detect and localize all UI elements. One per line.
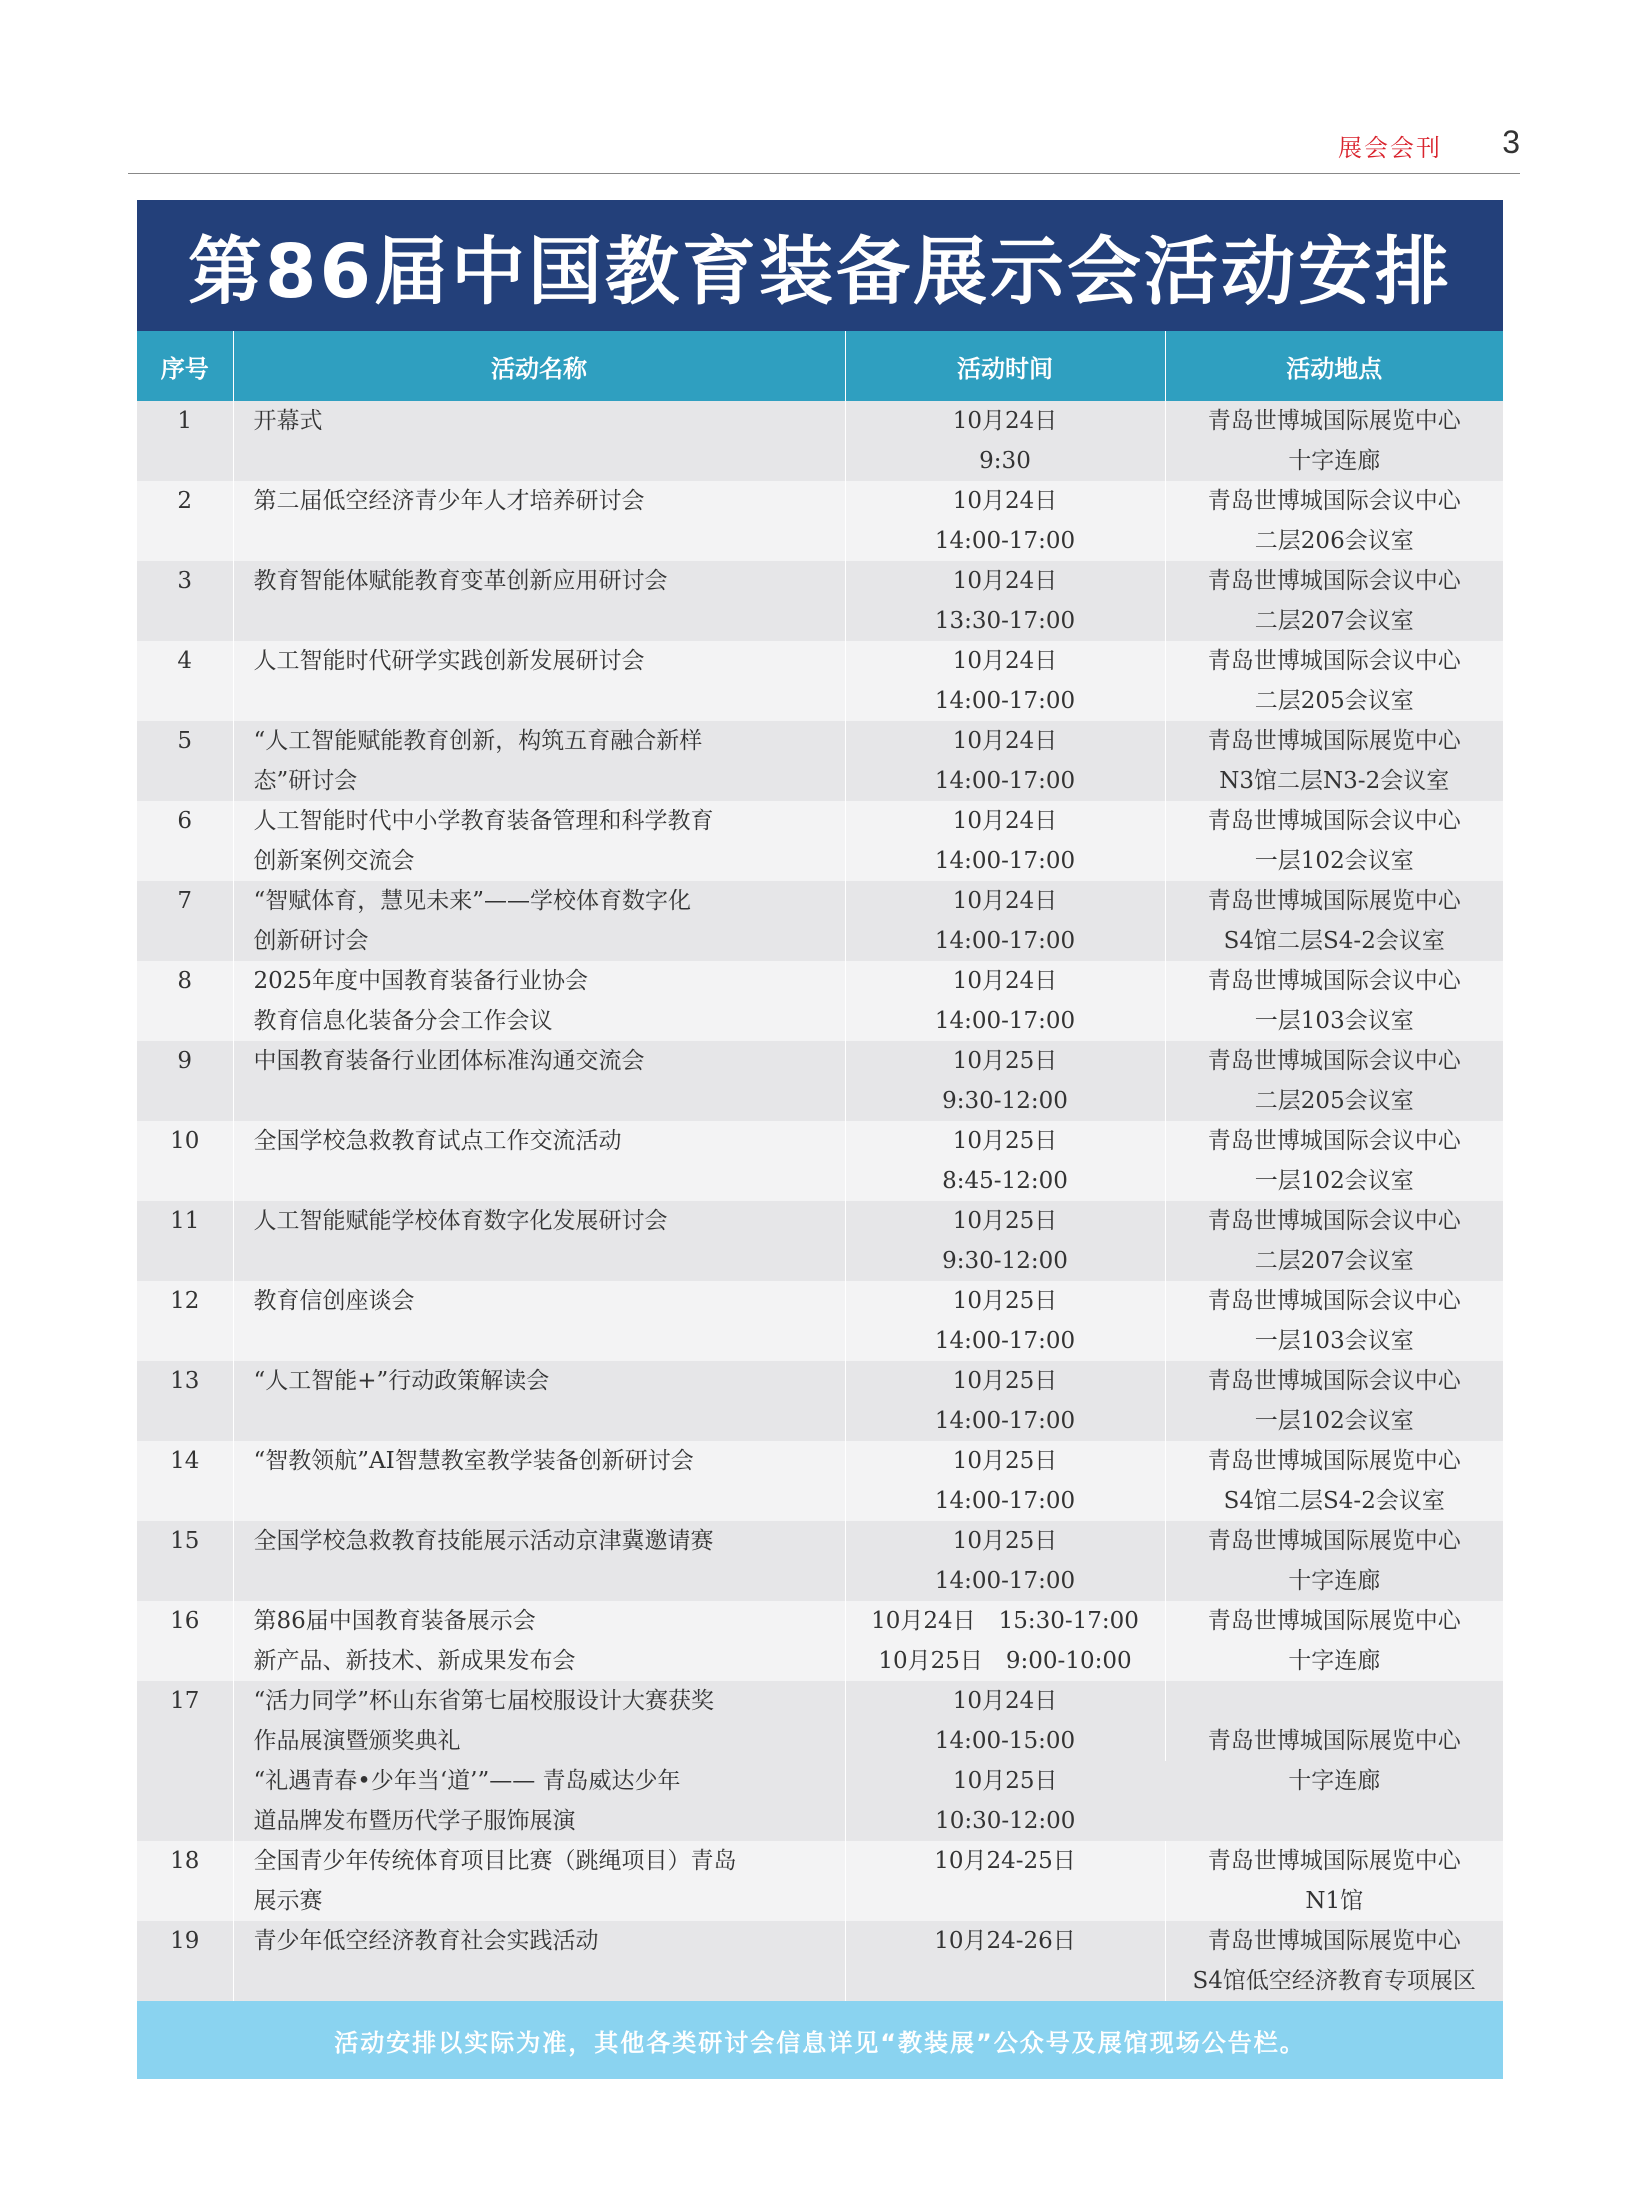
activity-location-line: 二层206会议室 <box>1254 528 1414 554</box>
activity-time <box>845 881 1165 961</box>
activity-time <box>845 481 1165 561</box>
table-row <box>137 1201 1503 1281</box>
activity-name <box>233 1041 845 1121</box>
row-number: 10 <box>137 1121 233 1201</box>
activity-name <box>233 721 845 801</box>
activity-time <box>845 641 1165 721</box>
footer-note: 活动安排以实际为准，其他各类研讨会信息详见“教装展”公众号及展馆现场公告栏。 <box>137 2001 1503 2079</box>
table-row <box>137 1121 1503 1201</box>
activity-time-line: 14:00-17:00 <box>934 1408 1076 1434</box>
activity-time-line: 10月24日 <box>952 728 1058 754</box>
activity-time-line: 8:45-12:00 <box>942 1168 1068 1194</box>
activity-location <box>1165 641 1503 721</box>
activity-name <box>233 1361 845 1441</box>
activity-location <box>1165 1681 1503 1841</box>
table-row <box>137 801 1503 881</box>
row-number: 2 <box>137 481 233 561</box>
activity-location-line: 青岛世博城国际展览中心 <box>1207 1608 1461 1634</box>
activity-time-line: 14:00-17:00 <box>934 528 1076 554</box>
activity-time <box>845 1921 1165 2001</box>
activity-name-line: 2025年度中国教育装备行业协会 <box>253 968 589 994</box>
activity-time-line: 10月25日 <box>952 1208 1058 1234</box>
activity-location <box>1165 1441 1503 1521</box>
table-row <box>137 1921 1503 2001</box>
activity-location-line: 二层207会议室 <box>1254 1248 1414 1274</box>
activity-time <box>845 1121 1165 1201</box>
activity-name <box>233 1201 845 1281</box>
table-row <box>137 1361 1503 1441</box>
activity-time-line: 9:30 <box>979 448 1031 474</box>
activity-location-line: 青岛世博城国际展览中心 <box>1207 1528 1461 1554</box>
activity-location-line: 青岛世博城国际展览中心 <box>1207 1448 1461 1474</box>
activity-name <box>233 961 845 1041</box>
row-number: 9 <box>137 1041 233 1121</box>
activity-name-line: 青少年低空经济教育社会实践活动 <box>253 1928 599 1954</box>
activity-time-line: 10月24日 <box>952 968 1058 994</box>
activity-name-line: 第86届中国教育装备展示会 <box>253 1608 536 1634</box>
activity-name-line: 人工智能时代研学实践创新发展研讨会 <box>253 648 645 674</box>
activity-time-line: 10月24日 <box>952 808 1058 834</box>
activity-time-line: 10月25日 <box>952 1368 1058 1394</box>
activity-location-line: N1馆 <box>1305 1888 1364 1914</box>
activity-time-line: 14:00-17:00 <box>934 1488 1076 1514</box>
activity-name <box>233 1521 845 1601</box>
activity-location-line: S4馆二层S4-2会议室 <box>1223 1488 1445 1514</box>
table-row <box>137 1841 1503 1921</box>
row-number: 3 <box>137 561 233 641</box>
row-number: 7 <box>137 881 233 961</box>
activity-location <box>1165 561 1503 641</box>
activity-location-line: 青岛世博城国际展览中心 <box>1207 888 1461 914</box>
activity-location-line: 十字连廊 <box>1288 1768 1381 1794</box>
activity-location <box>1165 1601 1503 1681</box>
row-number: 15 <box>137 1521 233 1601</box>
activity-time <box>845 561 1165 641</box>
activity-name-line: 人工智能时代中小学教育装备管理和科学教育 <box>253 808 714 834</box>
activity-location-line: 青岛世博城国际会议中心 <box>1207 568 1461 594</box>
col-header-time: 活动时间 <box>845 331 1165 401</box>
row-number: 12 <box>137 1281 233 1361</box>
activity-time-line: 10月25日 <box>952 1048 1058 1074</box>
table-row <box>137 1041 1503 1121</box>
activity-location <box>1165 881 1503 961</box>
activity-time-line: 14:00-17:00 <box>934 1568 1076 1594</box>
activity-name-line: 全国学校急救教育试点工作交流活动 <box>253 1128 622 1154</box>
schedule-table-body <box>137 401 1503 2001</box>
activity-name-line: “礼遇青春•少年当‘道’”—— 青岛威达少年 <box>253 1768 681 1794</box>
schedule-sheet <box>137 200 1503 2079</box>
table-row <box>137 721 1503 801</box>
activity-location <box>1165 1361 1503 1441</box>
activity-location <box>1165 1041 1503 1121</box>
activity-location-line: 一层102会议室 <box>1254 1408 1414 1434</box>
row-number: 16 <box>137 1601 233 1681</box>
activity-name-line: “人工智能赋能教育创新，构筑五育融合新样 <box>253 728 703 754</box>
table-row <box>137 561 1503 641</box>
activity-time <box>845 801 1165 881</box>
activity-name <box>233 481 845 561</box>
activity-name-line: 新产品、新技术、新成果发布会 <box>253 1648 576 1674</box>
activity-time-line: 10月24日 <box>952 408 1058 434</box>
activity-name-line: 全国青少年传统体育项目比赛（跳绳项目）青岛 <box>253 1848 737 1874</box>
activity-name <box>233 561 845 641</box>
row-number: 4 <box>137 641 233 721</box>
activity-location <box>1165 1121 1503 1201</box>
activity-location-line: S4馆二层S4-2会议室 <box>1223 928 1445 954</box>
activity-location-line: 一层103会议室 <box>1254 1328 1414 1354</box>
activity-location-line: 二层205会议室 <box>1254 1088 1414 1114</box>
activity-time <box>845 721 1165 801</box>
header-divider <box>128 173 1520 174</box>
activity-name <box>233 1601 845 1681</box>
activity-name-line: 展示赛 <box>253 1888 323 1914</box>
table-row <box>137 481 1503 561</box>
activity-name-line: 创新案例交流会 <box>253 848 415 874</box>
activity-time-line: 10月24日 <box>952 568 1058 594</box>
activity-time-line: 10月25日 <box>952 1448 1058 1474</box>
row-number: 11 <box>137 1201 233 1281</box>
schedule-table <box>137 331 1503 2001</box>
activity-name-line: 创新研讨会 <box>253 928 369 954</box>
activity-name-line: “活力同学”杯山东省第七届校服设计大赛获奖 <box>253 1688 715 1714</box>
table-row <box>137 1601 1503 1681</box>
activity-location-line: 青岛世博城国际会议中心 <box>1207 1208 1461 1234</box>
table-row <box>137 1281 1503 1361</box>
activity-name <box>233 1441 845 1521</box>
activity-location-line: 青岛世博城国际会议中心 <box>1207 648 1461 674</box>
activity-time-line: 10月25日 <box>952 1128 1058 1154</box>
activity-time-line: 10月24日 <box>952 648 1058 674</box>
activity-time-line: 14:00-17:00 <box>934 1008 1076 1034</box>
activity-location-line: 青岛世博城国际展览中心 <box>1207 408 1461 434</box>
activity-time <box>845 961 1165 1041</box>
activity-name-line: 教育信创座谈会 <box>253 1288 415 1314</box>
row-number: 6 <box>137 801 233 881</box>
activity-time-line: 14:00-17:00 <box>934 1328 1076 1354</box>
activity-location-line: 十字连廊 <box>1288 448 1381 474</box>
table-row <box>137 881 1503 961</box>
activity-name-line: 人工智能赋能学校体育数字化发展研讨会 <box>253 1208 668 1234</box>
activity-name <box>233 1761 845 1841</box>
activity-time <box>845 1361 1165 1441</box>
activity-name <box>233 1681 845 1761</box>
activity-time-line: 10月24日 <box>952 888 1058 914</box>
activity-location <box>1165 1841 1503 1921</box>
activity-name <box>233 401 845 481</box>
activity-name-line: 教育智能体赋能教育变革创新应用研讨会 <box>253 568 668 594</box>
activity-location <box>1165 1201 1503 1281</box>
activity-location-line: 一层102会议室 <box>1254 1168 1414 1194</box>
activity-location-line: 十字连廊 <box>1288 1648 1381 1674</box>
activity-name-line: 开幕式 <box>253 408 323 434</box>
activity-time <box>845 1441 1165 1521</box>
activity-time-line: 9:30-12:00 <box>942 1088 1068 1114</box>
activity-name-line: 道品牌发布暨历代学子服饰展演 <box>253 1808 576 1834</box>
table-row <box>137 961 1503 1041</box>
activity-time-line: 14:00-17:00 <box>934 848 1076 874</box>
activity-location-line: 一层103会议室 <box>1254 1008 1414 1034</box>
row-number: 8 <box>137 961 233 1041</box>
publication-title: 展会会刊 <box>1338 134 1442 162</box>
activity-name-line: “人工智能+”行动政策解读会 <box>253 1368 550 1394</box>
activity-location-line: 十字连廊 <box>1288 1568 1381 1594</box>
activity-name <box>233 1121 845 1201</box>
activity-name-line: “智赋体育，慧见未来”——学校体育数字化 <box>253 888 692 914</box>
activity-time-line: 14:00-15:00 <box>934 1728 1076 1754</box>
activity-location-line: 一层102会议室 <box>1254 848 1414 874</box>
activity-location-line: 青岛世博城国际会议中心 <box>1207 1368 1461 1394</box>
activity-location-line: 二层207会议室 <box>1254 608 1414 634</box>
row-number: 18 <box>137 1841 233 1921</box>
activity-location-line: 青岛世博城国际会议中心 <box>1207 488 1461 514</box>
activity-time-line: 10:30-12:00 <box>935 1808 1076 1834</box>
table-row <box>137 641 1503 721</box>
page-number: 3 <box>1502 124 1520 160</box>
activity-location-line: 青岛世博城国际会议中心 <box>1207 968 1461 994</box>
activity-time-line: 10月24日 <box>952 1688 1058 1714</box>
activity-name <box>233 1921 845 2001</box>
activity-location-line: 青岛世博城国际展览中心 <box>1207 1848 1461 1874</box>
activity-location <box>1165 1281 1503 1361</box>
schedule-banner-title: 第86届中国教育装备展示会活动安排 <box>137 200 1503 331</box>
activity-location <box>1165 1521 1503 1601</box>
table-row <box>137 1681 1503 1761</box>
activity-time <box>845 401 1165 481</box>
activity-time <box>845 1521 1165 1601</box>
col-header-name: 活动名称 <box>233 331 845 401</box>
activity-time <box>845 1601 1165 1681</box>
activity-name <box>233 641 845 721</box>
activity-time-line: 10月24日 <box>952 488 1058 514</box>
activity-time <box>845 1041 1165 1121</box>
row-number: 14 <box>137 1441 233 1521</box>
activity-name-line: 作品展演暨颁奖典礼 <box>253 1728 461 1754</box>
activity-name-line: “智教领航”AI智慧教室教学装备创新研讨会 <box>253 1448 694 1474</box>
activity-name <box>233 801 845 881</box>
activity-location <box>1165 721 1503 801</box>
activity-location-line: 青岛世博城国际会议中心 <box>1207 1128 1461 1154</box>
activity-time-line: 10月24-26日 <box>934 1928 1076 1954</box>
row-number: 5 <box>137 721 233 801</box>
activity-time <box>845 1281 1165 1361</box>
row-number: 1 <box>137 401 233 481</box>
activity-time-line: 14:00-17:00 <box>934 688 1076 714</box>
activity-name-line: 全国学校急救教育技能展示活动京津冀邀请赛 <box>253 1528 714 1554</box>
activity-time-line: 10月24-25日 <box>934 1848 1076 1874</box>
activity-time-line: 10月25日 <box>952 1528 1058 1554</box>
table-row <box>137 1521 1503 1601</box>
activity-location-line: N3馆二层N3-2会议室 <box>1219 768 1450 794</box>
table-row <box>137 401 1503 481</box>
col-header-no: 序号 <box>137 331 233 401</box>
activity-location-line: S4馆低空经济教育专项展区 <box>1192 1968 1476 1994</box>
activity-location-line: 青岛世博城国际会议中心 <box>1207 1288 1461 1314</box>
row-number: 17 <box>137 1681 233 1841</box>
activity-location <box>1165 1921 1503 2001</box>
activity-location <box>1165 481 1503 561</box>
activity-name <box>233 881 845 961</box>
activity-time <box>845 1201 1165 1281</box>
page-header <box>128 0 1520 174</box>
table-header-row <box>137 331 1503 401</box>
activity-location-line: 二层205会议室 <box>1254 688 1414 714</box>
activity-name <box>233 1841 845 1921</box>
activity-time-line: 9:30-12:00 <box>942 1248 1068 1274</box>
col-header-location: 活动地点 <box>1165 331 1503 401</box>
row-number: 13 <box>137 1361 233 1441</box>
activity-name-line: 教育信息化装备分会工作会议 <box>253 1008 553 1034</box>
activity-location-line: 青岛世博城国际展览中心 <box>1207 1928 1461 1954</box>
activity-name-line: 第二届低空经济青少年人才培养研讨会 <box>253 488 645 514</box>
activity-name-line: 中国教育装备行业团体标准沟通交流会 <box>253 1048 645 1074</box>
activity-location-line: 青岛世博城国际会议中心 <box>1207 808 1461 834</box>
activity-name <box>233 1281 845 1361</box>
activity-time-line: 10月25日 9:00-10:00 <box>878 1648 1132 1674</box>
activity-time-line: 10月25日 <box>952 1288 1058 1314</box>
activity-time <box>845 1761 1165 1841</box>
activity-time-line: 13:30-17:00 <box>934 608 1076 634</box>
activity-name-line: 态”研讨会 <box>253 768 358 794</box>
activity-time-line: 10月24日 15:30-17:00 <box>871 1608 1139 1634</box>
table-row <box>137 1441 1503 1521</box>
activity-time-line: 10月25日 <box>952 1768 1058 1794</box>
activity-time-line: 14:00-17:00 <box>934 928 1076 954</box>
row-number: 19 <box>137 1921 233 2001</box>
activity-time-line: 14:00-17:00 <box>934 768 1076 794</box>
activity-time <box>845 1841 1165 1921</box>
activity-location <box>1165 801 1503 881</box>
activity-time <box>845 1681 1165 1761</box>
activity-location-line: 青岛世博城国际展览中心 <box>1207 1728 1461 1754</box>
activity-location-line: 青岛世博城国际会议中心 <box>1207 1048 1461 1074</box>
activity-location-line: 青岛世博城国际展览中心 <box>1207 728 1461 754</box>
activity-location <box>1165 961 1503 1041</box>
activity-location <box>1165 401 1503 481</box>
